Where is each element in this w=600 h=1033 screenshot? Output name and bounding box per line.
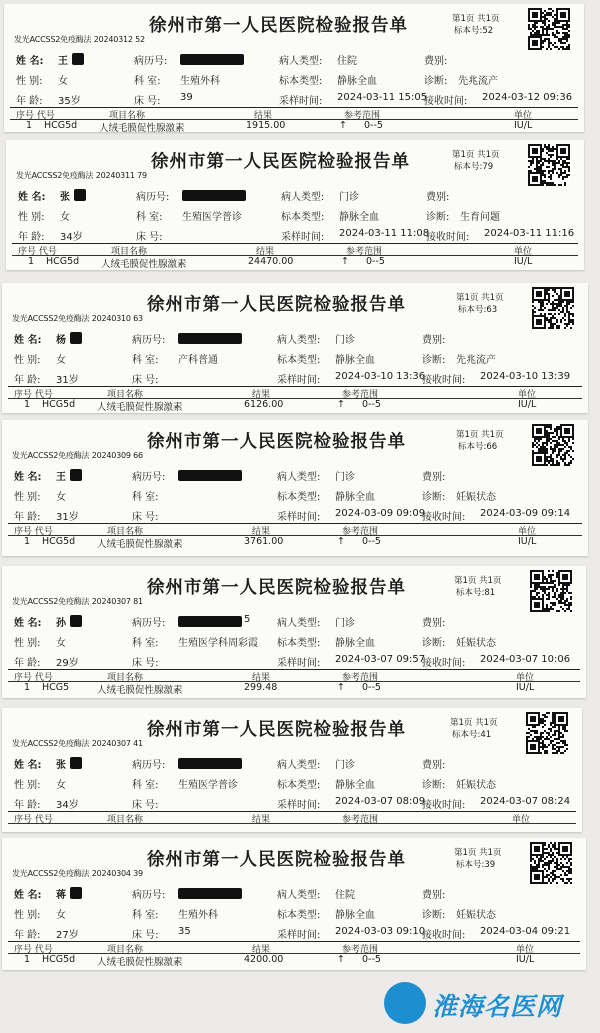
col-unit: 单位 bbox=[514, 111, 533, 121]
redaction-bar bbox=[182, 190, 246, 201]
collect-time-value: 2024-03-07 09:57 bbox=[335, 654, 426, 665]
page-indicator: 第1页 共1页 bbox=[450, 718, 498, 728]
row-code: HCG5d bbox=[42, 536, 76, 547]
row-range: 0--5 bbox=[366, 256, 385, 267]
report-title: 徐州市第一人民医院检验报告单 bbox=[147, 720, 406, 740]
age-label: 年 龄: bbox=[14, 375, 41, 386]
row-item: 人绒毛膜促性腺激素 bbox=[99, 123, 185, 134]
col-range: 参考范围 bbox=[342, 673, 379, 683]
report-slip bbox=[6, 140, 584, 270]
sex-label: 性 别: bbox=[14, 638, 41, 649]
row-flag: ↑ bbox=[341, 256, 349, 267]
collect-time-value: 2024-03-11 11:08 bbox=[339, 228, 430, 239]
row-unit: IU/L bbox=[514, 256, 533, 267]
redaction-bar bbox=[70, 469, 82, 481]
bed-label: 床 号: bbox=[132, 658, 159, 669]
col-item: 项目名称 bbox=[107, 673, 144, 683]
patient-age: 29岁 bbox=[56, 658, 79, 669]
test-method: 发光ACCSS2免疫酶法 20240307 41 bbox=[12, 739, 143, 748]
watermark-text: 淮海名医网 bbox=[432, 992, 563, 1021]
bed-label: 床 号: bbox=[136, 232, 163, 243]
page-indicator: 第1页 共1页 bbox=[454, 576, 502, 586]
col-result: 结果 bbox=[252, 527, 271, 537]
redaction-bar bbox=[70, 332, 82, 344]
dept-label: 科 室: bbox=[136, 212, 163, 223]
col-result: 结果 bbox=[252, 390, 271, 400]
receive-time-label: 接收时间: bbox=[422, 658, 466, 669]
row-item: 人绒毛膜促性腺激素 bbox=[97, 539, 183, 550]
patient-type-label: 病人类型: bbox=[277, 335, 321, 346]
patient-sex: 女 bbox=[56, 910, 66, 921]
diagnosis-label: 诊断: bbox=[422, 910, 446, 921]
row-range: 0--5 bbox=[362, 399, 381, 410]
diagnosis-label: 诊断: bbox=[426, 212, 450, 223]
qr-code-icon bbox=[532, 424, 574, 466]
column-rule bbox=[12, 255, 578, 256]
patient-age: 31岁 bbox=[56, 375, 79, 386]
patient-type-label: 病人类型: bbox=[279, 56, 323, 67]
patient-age: 31岁 bbox=[56, 512, 79, 523]
qr-code-icon bbox=[532, 287, 574, 329]
column-rule bbox=[10, 119, 578, 120]
dept-value: 生殖外科 bbox=[178, 910, 218, 921]
patient-type-value: 住院 bbox=[335, 890, 355, 901]
specimen-type-value: 静脉全血 bbox=[337, 76, 377, 87]
receive-time-value: 2024-03-12 09:36 bbox=[482, 92, 573, 103]
dept-value: 生殖外科 bbox=[180, 76, 220, 87]
redaction-bar bbox=[178, 888, 242, 899]
report-title: 徐州市第一人民医院检验报告单 bbox=[147, 295, 406, 315]
report-slip bbox=[4, 4, 584, 132]
col-range: 参考范围 bbox=[342, 945, 379, 955]
patient-sex: 女 bbox=[56, 780, 66, 791]
col-unit: 单位 bbox=[518, 527, 537, 537]
patient-name: 蒋 bbox=[56, 890, 66, 901]
column-rule bbox=[8, 681, 580, 682]
redaction-bar bbox=[178, 470, 242, 481]
patient-name: 张 bbox=[56, 760, 66, 771]
header-rule bbox=[8, 811, 576, 812]
fee-label: 费别: bbox=[424, 56, 448, 67]
redaction-bar bbox=[180, 54, 244, 65]
specimen-number: 标本号:66 bbox=[458, 442, 498, 452]
row-flag: ↑ bbox=[337, 536, 345, 547]
row-item: 人绒毛膜促性腺激素 bbox=[97, 957, 183, 968]
collect-time-label: 采样时间: bbox=[277, 930, 321, 941]
patient-sex: 女 bbox=[56, 492, 66, 503]
record-no-label: 病历号: bbox=[132, 472, 166, 483]
row-unit: IU/L bbox=[514, 120, 533, 131]
collect-time-label: 采样时间: bbox=[277, 658, 321, 669]
row-seq: 1 bbox=[28, 256, 35, 267]
patient-type-value: 门诊 bbox=[335, 618, 355, 629]
test-method: 发光ACCSS2免疫酶法 20240310 63 bbox=[12, 314, 143, 323]
specimen-type-label: 标本类型: bbox=[277, 910, 321, 921]
diagnosis-label: 诊断: bbox=[422, 780, 446, 791]
patient-name: 王 bbox=[56, 472, 66, 483]
bed-value: 39 bbox=[180, 92, 193, 103]
record-no-label: 病历号: bbox=[132, 890, 166, 901]
receive-time-label: 接收时间: bbox=[424, 96, 468, 107]
test-method: 发光ACCSS2免疫酶法 20240304 39 bbox=[12, 869, 143, 878]
col-seq-code: 序号 代号 bbox=[14, 815, 53, 825]
record-no-label: 病历号: bbox=[134, 56, 168, 67]
patient-name: 杨 bbox=[56, 335, 66, 346]
redaction-bar bbox=[70, 757, 82, 769]
column-rule bbox=[8, 398, 582, 399]
receive-time-value: 2024-03-09 09:14 bbox=[480, 508, 571, 519]
patient-age: 35岁 bbox=[58, 96, 81, 107]
diagnosis-value: 妊娠状态 bbox=[456, 780, 496, 791]
specimen-type-label: 标本类型: bbox=[277, 638, 321, 649]
row-range: 0--5 bbox=[362, 536, 381, 547]
col-range: 参考范围 bbox=[344, 111, 381, 121]
specimen-number: 标本号:79 bbox=[454, 162, 494, 172]
dept-value: 产科普通 bbox=[178, 355, 218, 366]
report-title: 徐州市第一人民医院检验报告单 bbox=[147, 850, 406, 870]
redaction-bar bbox=[178, 616, 242, 627]
specimen-number: 标本号:52 bbox=[454, 26, 494, 36]
sex-label: 性 别: bbox=[18, 212, 45, 223]
bed-value: 35 bbox=[178, 926, 191, 937]
dept-label: 科 室: bbox=[132, 355, 159, 366]
receive-time-label: 接收时间: bbox=[422, 375, 466, 386]
header-rule bbox=[8, 941, 580, 942]
name-label: 姓 名: bbox=[14, 618, 42, 629]
column-rule bbox=[8, 953, 580, 954]
patient-type-value: 门诊 bbox=[339, 192, 359, 203]
specimen-type-value: 静脉全血 bbox=[335, 355, 375, 366]
header-rule bbox=[8, 669, 580, 670]
record-no-label: 病历号: bbox=[132, 760, 166, 771]
row-range: 0--5 bbox=[362, 954, 381, 965]
specimen-type-label: 标本类型: bbox=[279, 76, 323, 87]
diagnosis-value: 先兆流产 bbox=[456, 355, 496, 366]
diagnosis-value: 妊娠状态 bbox=[456, 492, 496, 503]
patient-age: 27岁 bbox=[56, 930, 79, 941]
dept-value: 生殖医学普诊 bbox=[182, 212, 242, 223]
col-unit: 单位 bbox=[518, 390, 537, 400]
patient-age: 34岁 bbox=[60, 232, 83, 243]
row-unit: IU/L bbox=[518, 536, 537, 547]
receive-time-value: 2024-03-10 13:39 bbox=[480, 371, 571, 382]
record-no-label: 病历号: bbox=[132, 335, 166, 346]
qr-code-icon bbox=[528, 8, 570, 50]
test-method: 发光ACCSS2免疫酶法 20240307 81 bbox=[12, 597, 143, 606]
row-unit: IU/L bbox=[518, 399, 537, 410]
report-title: 徐州市第一人民医院检验报告单 bbox=[147, 432, 406, 452]
row-unit: IU/L bbox=[516, 682, 535, 693]
patient-sex: 女 bbox=[60, 212, 70, 223]
collect-time-value: 2024-03-11 15:05 bbox=[337, 92, 428, 103]
patient-name: 张 bbox=[60, 192, 70, 203]
page-indicator: 第1页 共1页 bbox=[452, 14, 500, 24]
row-result: 6126.00 bbox=[244, 399, 284, 410]
specimen-number: 标本号:81 bbox=[456, 588, 496, 598]
specimen-type-value: 静脉全血 bbox=[335, 910, 375, 921]
sex-label: 性 别: bbox=[14, 355, 41, 366]
collect-time-label: 采样时间: bbox=[277, 800, 321, 811]
sex-label: 性 别: bbox=[14, 492, 41, 503]
row-result: 299.48 bbox=[244, 682, 278, 693]
fee-label: 费别: bbox=[422, 472, 446, 483]
patient-sex: 女 bbox=[56, 638, 66, 649]
specimen-type-value: 静脉全血 bbox=[335, 780, 375, 791]
page-indicator: 第1页 共1页 bbox=[456, 430, 504, 440]
sex-label: 性 别: bbox=[14, 780, 41, 791]
record-no-label: 病历号: bbox=[132, 618, 166, 629]
collect-time-label: 采样时间: bbox=[277, 512, 321, 523]
redaction-bar bbox=[70, 615, 82, 627]
patient-type-value: 住院 bbox=[337, 56, 357, 67]
row-seq: 1 bbox=[24, 954, 31, 965]
col-range: 参考范围 bbox=[342, 390, 379, 400]
specimen-type-label: 标本类型: bbox=[277, 355, 321, 366]
column-rule bbox=[8, 823, 576, 824]
record-no-value: 5 bbox=[244, 614, 251, 625]
name-label: 姓 名: bbox=[18, 192, 46, 203]
age-label: 年 龄: bbox=[16, 96, 43, 107]
redaction-bar bbox=[74, 189, 86, 201]
col-result: 结果 bbox=[256, 247, 275, 257]
dept-label: 科 室: bbox=[132, 638, 159, 649]
specimen-type-label: 标本类型: bbox=[281, 212, 325, 223]
name-label: 姓 名: bbox=[14, 472, 42, 483]
diagnosis-label: 诊断: bbox=[422, 492, 446, 503]
redaction-bar bbox=[178, 333, 242, 344]
bed-label: 床 号: bbox=[132, 375, 159, 386]
col-seq-code: 序号 代号 bbox=[14, 673, 53, 683]
dept-label: 科 室: bbox=[132, 780, 159, 791]
diagnosis-label: 诊断: bbox=[422, 355, 446, 366]
col-range: 参考范围 bbox=[342, 815, 379, 825]
report-slip bbox=[2, 708, 582, 832]
patient-type-label: 病人类型: bbox=[277, 472, 321, 483]
col-result: 结果 bbox=[252, 673, 271, 683]
patient-name: 孙 bbox=[56, 618, 66, 629]
test-method: 发光ACCSS2免疫酶法 20240311 79 bbox=[16, 171, 147, 180]
col-unit: 单位 bbox=[514, 247, 533, 257]
sex-label: 性 别: bbox=[14, 910, 41, 921]
report-slip bbox=[2, 283, 588, 413]
redaction-bar bbox=[70, 887, 82, 899]
page-indicator: 第1页 共1页 bbox=[452, 150, 500, 160]
dept-label: 科 室: bbox=[132, 910, 159, 921]
row-code: HCG5d bbox=[42, 399, 76, 410]
row-seq: 1 bbox=[24, 536, 31, 547]
diagnosis-value: 妊娠状态 bbox=[456, 638, 496, 649]
col-unit: 单位 bbox=[512, 815, 531, 825]
row-flag: ↑ bbox=[337, 682, 345, 693]
row-result: 4200.00 bbox=[244, 954, 284, 965]
redaction-bar bbox=[178, 758, 242, 769]
report-slip bbox=[2, 420, 588, 556]
patient-type-label: 病人类型: bbox=[277, 890, 321, 901]
fee-label: 费别: bbox=[426, 192, 450, 203]
qr-code-icon bbox=[528, 144, 570, 186]
bed-label: 床 号: bbox=[132, 800, 159, 811]
patient-sex: 女 bbox=[56, 355, 66, 366]
patient-type-label: 病人类型: bbox=[277, 618, 321, 629]
specimen-type-value: 静脉全血 bbox=[335, 492, 375, 503]
col-seq-code: 序号 代号 bbox=[14, 527, 53, 537]
row-result: 24470.00 bbox=[248, 256, 294, 267]
row-flag: ↑ bbox=[337, 399, 345, 410]
col-result: 结果 bbox=[252, 815, 271, 825]
specimen-number: 标本号:41 bbox=[452, 730, 492, 740]
collect-time-value: 2024-03-10 13:36 bbox=[335, 371, 426, 382]
col-item: 项目名称 bbox=[107, 527, 144, 537]
diagnosis-label: 诊断: bbox=[422, 638, 446, 649]
col-range: 参考范围 bbox=[346, 247, 383, 257]
row-result: 1915.00 bbox=[246, 120, 286, 131]
col-item: 项目名称 bbox=[111, 247, 148, 257]
name-label: 姓 名: bbox=[14, 890, 42, 901]
fee-label: 费别: bbox=[422, 618, 446, 629]
qr-code-icon bbox=[530, 570, 572, 612]
row-range: 0--5 bbox=[362, 682, 381, 693]
report-slip bbox=[2, 838, 586, 970]
col-seq-code: 序号 代号 bbox=[14, 390, 53, 400]
fee-label: 费别: bbox=[422, 760, 446, 771]
patient-type-value: 门诊 bbox=[335, 760, 355, 771]
report-title: 徐州市第一人民医院检验报告单 bbox=[149, 16, 408, 36]
row-seq: 1 bbox=[26, 120, 33, 131]
name-label: 姓 名: bbox=[14, 760, 42, 771]
header-rule bbox=[8, 386, 582, 387]
row-code: HCG5d bbox=[44, 120, 78, 131]
bed-label: 床 号: bbox=[134, 96, 161, 107]
receive-time-value: 2024-03-11 11:16 bbox=[484, 228, 575, 239]
header-rule bbox=[12, 243, 578, 244]
specimen-type-value: 静脉全血 bbox=[339, 212, 379, 223]
col-item: 项目名称 bbox=[107, 815, 144, 825]
receive-time-label: 接收时间: bbox=[426, 232, 470, 243]
age-label: 年 龄: bbox=[14, 658, 41, 669]
test-method: 发光ACCSS2免疫酶法 20240312 52 bbox=[14, 35, 145, 44]
col-item: 项目名称 bbox=[107, 945, 144, 955]
row-flag: ↑ bbox=[337, 954, 345, 965]
age-label: 年 龄: bbox=[14, 800, 41, 811]
bed-label: 床 号: bbox=[132, 512, 159, 523]
row-unit: IU/L bbox=[516, 954, 535, 965]
specimen-type-value: 静脉全血 bbox=[335, 638, 375, 649]
patient-type-label: 病人类型: bbox=[281, 192, 325, 203]
row-seq: 1 bbox=[24, 682, 31, 693]
fee-label: 费别: bbox=[422, 335, 446, 346]
col-result: 结果 bbox=[252, 945, 271, 955]
name-label: 姓 名: bbox=[16, 56, 44, 67]
report-title: 徐州市第一人民医院检验报告单 bbox=[147, 578, 406, 598]
row-seq: 1 bbox=[24, 399, 31, 410]
receive-time-value: 2024-03-04 09:21 bbox=[480, 926, 571, 937]
collect-time-value: 2024-03-09 09:09 bbox=[335, 508, 426, 519]
collect-time-value: 2024-03-03 09:10 bbox=[335, 926, 426, 937]
collect-time-value: 2024-03-07 08:09 bbox=[335, 796, 426, 807]
diagnosis-label: 诊断: bbox=[424, 76, 448, 87]
row-item: 人绒毛膜促性腺激素 bbox=[97, 685, 183, 696]
qr-code-icon bbox=[526, 712, 568, 754]
fee-label: 费别: bbox=[422, 890, 446, 901]
receive-time-label: 接收时间: bbox=[422, 512, 466, 523]
col-seq-code: 序号 代号 bbox=[14, 945, 53, 955]
specimen-type-label: 标本类型: bbox=[277, 780, 321, 791]
receive-time-value: 2024-03-07 10:06 bbox=[480, 654, 571, 665]
col-unit: 单位 bbox=[516, 945, 535, 955]
receive-time-label: 接收时间: bbox=[422, 930, 466, 941]
col-item: 项目名称 bbox=[109, 111, 146, 121]
age-label: 年 龄: bbox=[14, 930, 41, 941]
receive-time-label: 接收时间: bbox=[422, 800, 466, 811]
patient-type-value: 门诊 bbox=[335, 472, 355, 483]
col-seq-code: 序号 代号 bbox=[18, 247, 57, 257]
patient-name: 王 bbox=[58, 56, 68, 67]
specimen-number: 标本号:39 bbox=[456, 860, 496, 870]
report-slip bbox=[2, 566, 586, 698]
bed-label: 床 号: bbox=[132, 930, 159, 941]
diagnosis-value: 先兆流产 bbox=[458, 76, 498, 87]
age-label: 年 龄: bbox=[18, 232, 45, 243]
qr-code-icon bbox=[530, 842, 572, 884]
redaction-bar bbox=[72, 53, 84, 65]
patient-age: 34岁 bbox=[56, 800, 79, 811]
collect-time-label: 采样时间: bbox=[277, 375, 321, 386]
patient-sex: 女 bbox=[58, 76, 68, 87]
row-code: HCG5d bbox=[42, 954, 76, 965]
report-title: 徐州市第一人民医院检验报告单 bbox=[151, 152, 410, 172]
name-label: 姓 名: bbox=[14, 335, 42, 346]
specimen-number: 标本号:63 bbox=[458, 305, 498, 315]
diagnosis-value: 生育问题 bbox=[460, 212, 500, 223]
col-result: 结果 bbox=[254, 111, 273, 121]
patient-type-label: 病人类型: bbox=[277, 760, 321, 771]
collect-time-label: 采样时间: bbox=[279, 96, 323, 107]
header-rule bbox=[8, 523, 582, 524]
row-item: 人绒毛膜促性腺激素 bbox=[97, 402, 183, 413]
page-indicator: 第1页 共1页 bbox=[454, 848, 502, 858]
sex-label: 性 别: bbox=[16, 76, 43, 87]
row-code: HCG5 bbox=[42, 682, 70, 693]
receive-time-value: 2024-03-07 08:24 bbox=[480, 796, 571, 807]
col-range: 参考范围 bbox=[342, 527, 379, 537]
col-seq-code: 序号 代号 bbox=[16, 111, 55, 121]
diagnosis-value: 妊娠状态 bbox=[456, 910, 496, 921]
column-rule bbox=[8, 535, 582, 536]
row-range: 0--5 bbox=[364, 120, 383, 131]
watermark bbox=[382, 981, 592, 1027]
collect-time-label: 采样时间: bbox=[281, 232, 325, 243]
test-method: 发光ACCSS2免疫酶法 20240309 66 bbox=[12, 451, 143, 460]
dept-label: 科 室: bbox=[134, 76, 161, 87]
dept-value: 生殖医学科周彩霞 bbox=[178, 638, 258, 649]
dept-label: 科 室: bbox=[132, 492, 159, 503]
age-label: 年 龄: bbox=[14, 512, 41, 523]
page-indicator: 第1页 共1页 bbox=[456, 293, 504, 303]
doctor-logo-icon bbox=[384, 982, 426, 1024]
header-rule bbox=[10, 107, 578, 108]
row-code: HCG5d bbox=[46, 256, 80, 267]
row-result: 3761.00 bbox=[244, 536, 284, 547]
specimen-type-label: 标本类型: bbox=[277, 492, 321, 503]
row-flag: ↑ bbox=[339, 120, 347, 131]
col-item: 项目名称 bbox=[107, 390, 144, 400]
row-item: 人绒毛膜促性腺激素 bbox=[101, 259, 187, 270]
col-unit: 单位 bbox=[516, 673, 535, 683]
patient-type-value: 门诊 bbox=[335, 335, 355, 346]
record-no-label: 病历号: bbox=[136, 192, 170, 203]
dept-value: 生殖医学普诊 bbox=[178, 780, 238, 791]
